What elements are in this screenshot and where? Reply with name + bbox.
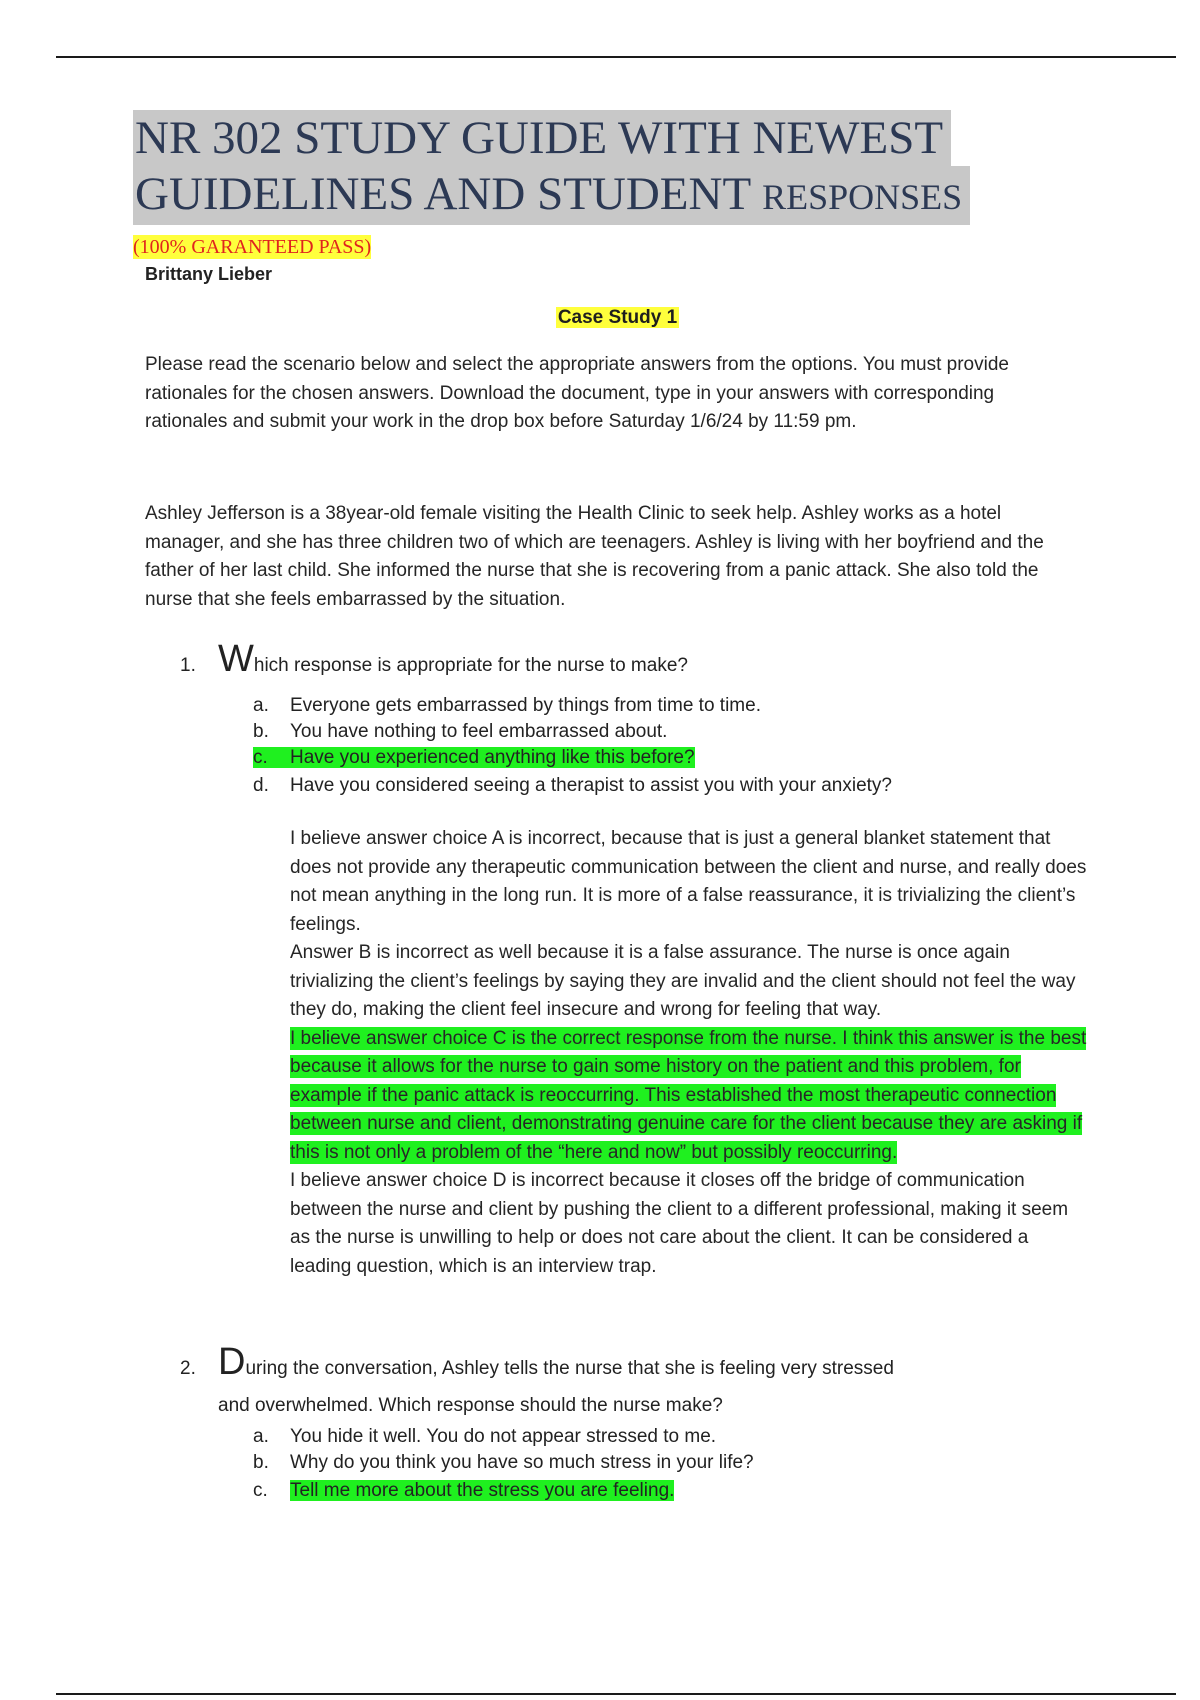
option-letter: c. — [253, 747, 268, 768]
q1-option-c-correct — [253, 745, 695, 771]
option-text: You have nothing to feel embarrassed about. — [290, 721, 668, 742]
rationale-b: Answer B is incorrect as well because it is a false assurance. The nurse is once again trivializing the client’s feelings by saying they are invalid and the client should not feel the way they do, making the client feel insecure and wrong for feeling that way. — [290, 942, 1076, 1020]
rationale-a: I believe answer choice A is incorrect, because that is just a general blanket statement that does not provide any therapeutic communication between the client and nurse, and really does not mean anything in the long run. It is more of a false reassurance, it is trivializing the client’s feelings. — [290, 828, 1087, 935]
author-name: Brittany Lieber — [145, 264, 273, 284]
q2-option-b — [253, 1450, 754, 1476]
option-text: Why do you think you have so much stress in your life? — [290, 1452, 754, 1473]
option-letter: c. — [253, 1480, 268, 1501]
case-study-label: Case Study 1 — [557, 307, 678, 328]
question-1-text: hich response is appropriate for the nurse to make? — [253, 655, 688, 676]
guarantee-note: (100% GARANTEED PASS) — [133, 236, 372, 258]
rationale-d: I believe answer choice D is incorrect because it closes off the bridge of communication between the nurse and client by pushing the client to a different professional, making it seem as the nurse is unwilling to help or does not care about the client. It can be considered a leading question, which is an interview trap. — [290, 1170, 1069, 1277]
rationale-c-text: I believe answer choice C is the correct response from the nurse. I think this answer is the best because it allows for the nurse to gain some history on the patient and this problem, for example if the panic attack is reoccurring. This established the most therapeutic connection between nurse and client, demonstrating genuine care for the client because they are asking if this is not only a problem of the “here and now” but possibly reoccurring. — [290, 1027, 1087, 1163]
option-letter: a. — [253, 1426, 269, 1447]
question-2 — [180, 1343, 894, 1381]
q1-option-a — [253, 693, 761, 719]
case-study-heading — [0, 307, 1200, 329]
question-1-drop-cap: W — [218, 638, 254, 680]
question-1-number: 1. — [180, 655, 196, 676]
question-2-line-2: and overwhelmed. Which response should the nurse make? — [218, 1395, 723, 1416]
q2-option-c-correct — [253, 1478, 674, 1504]
question-2-drop-cap: D — [218, 1341, 246, 1383]
bottom-rule — [56, 1693, 1176, 1695]
title-line-2-small: RESPONSES — [762, 177, 963, 217]
title-line-2 — [133, 166, 970, 225]
q1-option-b — [253, 719, 667, 745]
question-2-number: 2. — [180, 1358, 196, 1379]
option-letter: a. — [253, 695, 269, 716]
title-line-1: NR 302 STUDY GUIDE WITH NEWEST — [133, 110, 951, 166]
option-text: Have you experienced anything like this before? — [290, 747, 695, 768]
q2-option-a — [253, 1424, 716, 1450]
title-line-2-main: GUIDELINES AND STUDENT — [135, 168, 751, 220]
scenario-paragraph: Ashley Jefferson is a 38year-old female visiting the Health Clinic to seek help. Ashley works as a hotel manager, and she has three children two of which are teenagers. Ashley is living with her boyfriend and the father of her last child. She informed the nurse that she is recovering from a panic attack. She also told the nurse that she feels embarrassed by the situation. — [145, 503, 1044, 610]
instructions-paragraph: Please read the scenario below and select the appropriate answers from the options. You must provide rationales for the chosen answers. Download the document, type in your answers with corresponding rationales and submit your work in the drop box before Saturday 1/6/24 by 11:59 pm. — [145, 354, 1009, 432]
option-letter: b. — [253, 1452, 269, 1473]
question-1 — [180, 640, 688, 678]
option-text: Have you considered seeing a therapist to assist you with your anxiety? — [290, 775, 892, 796]
option-letter: d. — [253, 775, 269, 796]
option-letter: b. — [253, 721, 269, 742]
option-text: Everyone gets embarrassed by things from time to time. — [290, 695, 761, 716]
document-title — [133, 110, 970, 225]
rationale-c-correct — [290, 1025, 1090, 1168]
option-text: You hide it well. You do not appear stressed to me. — [290, 1426, 717, 1447]
q1-option-d — [253, 773, 892, 799]
top-rule — [56, 56, 1176, 58]
q1-rationales — [290, 825, 1090, 1281]
question-2-text: uring the conversation, Ashley tells the nurse that she is feeling very stressed — [245, 1358, 894, 1379]
option-text: Tell me more about the stress you are feeling. — [290, 1480, 675, 1501]
